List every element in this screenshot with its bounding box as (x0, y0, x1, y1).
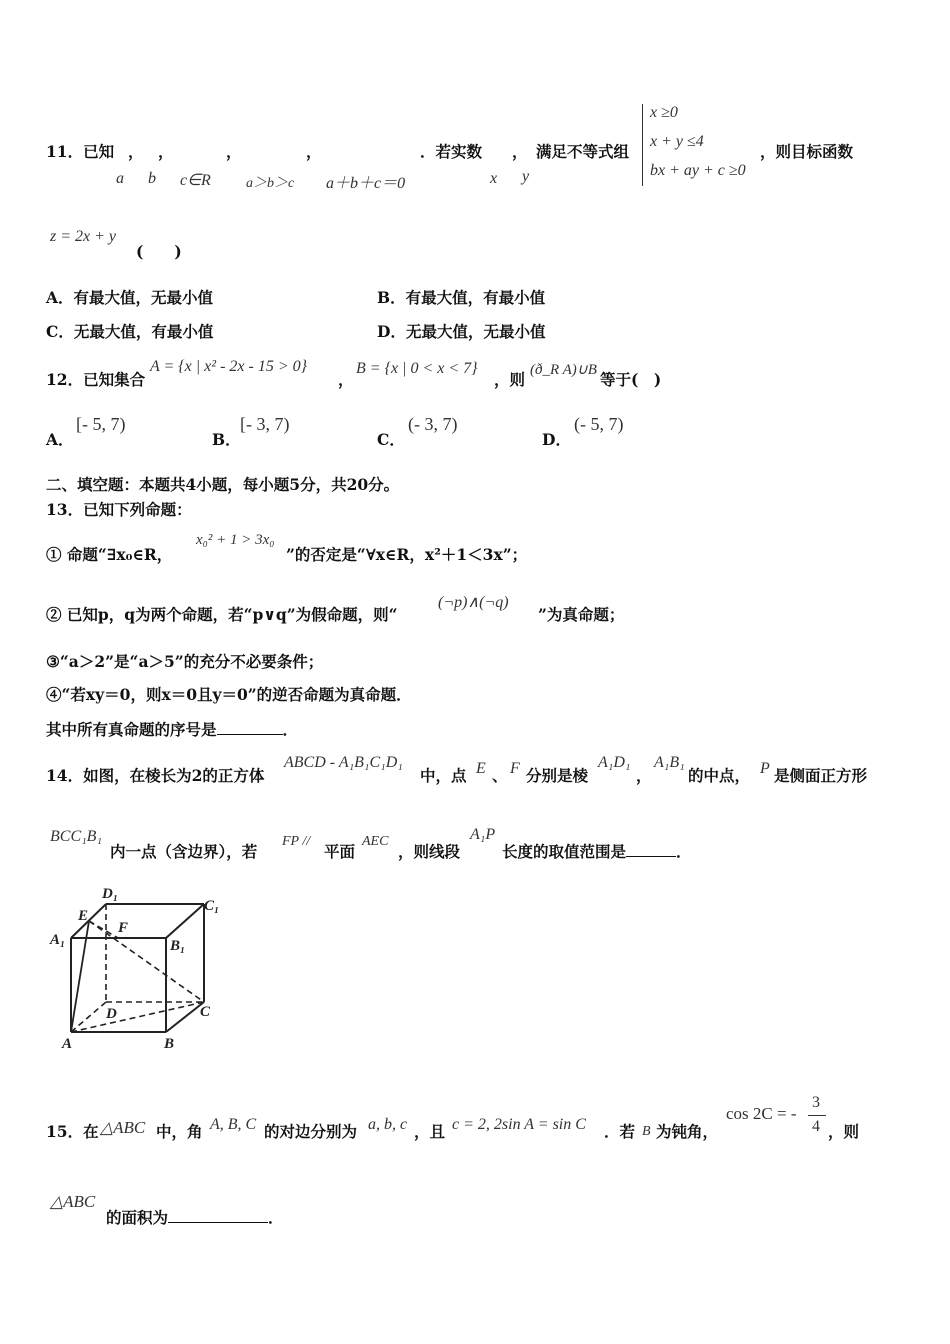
answer-blank[interactable] (217, 720, 283, 735)
segment-a1p: A₁P (470, 826, 496, 843)
fraction-numerator: 3 (812, 1094, 820, 1111)
q14-mid3: 的中点， (688, 766, 751, 785)
section-heading: 二、填空题：本题共4小题，每小题5分，共20分。 (46, 475, 400, 494)
q12-then: ，则 (494, 370, 526, 389)
q15-mid1: 中，角 (156, 1122, 203, 1141)
q14-mid2: 分别是棱 (526, 766, 589, 785)
q14-ask[interactable] (502, 840, 692, 862)
label-f: F (118, 920, 129, 936)
q13-ask-text: 其中所有真命题的序号是 (46, 720, 217, 739)
cos-lhs: cos 2C = - (726, 1104, 797, 1123)
segment-ef (89, 921, 118, 938)
label-b1: B₁ (170, 938, 186, 954)
point-e: E (476, 760, 486, 777)
cube-name: ABCD - A₁B₁C₁D₁ (284, 754, 403, 771)
proposition-2-head: ② 已知p，q为两个命题，若“p∨q”为假命题，则“ (46, 605, 398, 624)
fraction-denominator: 4 (812, 1118, 820, 1135)
q12-stem-head: 12．已知集合 (46, 370, 146, 389)
answer-blank[interactable] (626, 842, 676, 857)
q11-math-sum: a＋b＋c＝0 (326, 175, 406, 192)
point-f: F (510, 760, 520, 777)
answer-blank[interactable] (168, 1208, 268, 1223)
q14-tail: 是侧面正方形 (774, 766, 868, 785)
q15-mid2: 的对边分别为 (264, 1122, 358, 1141)
label-e: E (78, 908, 89, 924)
proposition-1-head: ① 命题“∃x₀∈R， (46, 545, 173, 564)
option-a-interval: [- 5, 7) (76, 414, 126, 434)
option-letter: C． (377, 430, 405, 449)
proposition-4: ④“若xy＝0，则x＝0且y＝0”的逆否命题为真命题． (46, 685, 412, 704)
option-d: D．无最大值，无最小值 (377, 322, 546, 341)
label-c: C (200, 1004, 211, 1020)
q11-math-c: c∈R (180, 172, 211, 189)
option-a: A．有最大值，无最小值 (46, 288, 214, 307)
q15-ask[interactable] (106, 1206, 284, 1228)
set-a: A = {x | x² - 2x - 15 > 0} (150, 358, 308, 375)
q15-mid4: ．若 (604, 1122, 636, 1141)
label-c1: C₁ (204, 898, 220, 914)
edge-bc (166, 1002, 204, 1032)
q11-stem-tail: ，则目标函数 (760, 142, 854, 161)
point-p: P (760, 760, 770, 777)
q14-l2a: 内一点（含边界），若 (110, 842, 258, 861)
q14-l2b: 平面 (324, 842, 356, 861)
label-a1: A₁ (50, 932, 66, 948)
label-b: B (164, 1036, 175, 1052)
plane-aec: AEC (362, 834, 389, 849)
option-b-interval: [- 3, 7) (240, 414, 290, 434)
option-b: B．有最大值，有最小值 (377, 288, 546, 307)
sides: a, b, c (368, 1116, 408, 1133)
q11-math-a: a (116, 170, 124, 187)
q11-math-x: x (490, 170, 498, 187)
q15-mid5: 为钝角， (656, 1122, 719, 1141)
q11-stem-head: 11．已知 (46, 142, 115, 161)
system-line: x ≥0 (650, 104, 678, 121)
option-letter: D． (542, 430, 571, 449)
q15-stem-head: 15．在 (46, 1122, 99, 1141)
objective-function: z = 2x + y (50, 228, 117, 245)
q13-stem: 13．已知下列命题： (46, 500, 192, 519)
angle-b: B (642, 1124, 651, 1139)
triangle-abc: △ABC (50, 1192, 96, 1211)
q11-sep: ， (306, 142, 322, 161)
q11-math-y: y (522, 168, 530, 185)
q11-stem-mid2: 满足不等式组 (536, 142, 630, 161)
set-b: B = {x | 0 < x < 7} (356, 360, 478, 377)
proposition-3: ③“a＞2”是“a＞5”的充分不必要条件； (46, 652, 324, 671)
q14-end: ． (676, 842, 692, 861)
q11-sep: ， (128, 142, 144, 161)
proposition-2-math: (¬p)∧(¬q) (438, 594, 509, 611)
set-expression: (ð_R A)∪B (530, 362, 597, 378)
q11-stem-mid: ．若实数 (420, 142, 483, 161)
q14-ask-text: 长度的取值范围是 (502, 842, 627, 861)
q12-tail: 等于( ) (600, 370, 662, 389)
option-c: C．无最大值，有最小值 (46, 322, 214, 341)
edge-a1d1: A₁D₁ (598, 754, 631, 771)
q11-sep: ， (226, 142, 242, 161)
q15-end: ． (268, 1208, 284, 1227)
fp-parallel: FP // (282, 834, 311, 849)
q15-then: ，则 (828, 1122, 860, 1141)
q14-l2c: ，则线段 (398, 842, 461, 861)
option-d-interval: (- 5, 7) (574, 414, 624, 434)
condition: c = 2, 2sin A = sin C (452, 1116, 586, 1133)
triangle-abc: △ABC (100, 1118, 146, 1137)
q13-end: ． (282, 720, 299, 739)
q14-stem-head: 14．如图，在棱长为2的正方体 (46, 766, 265, 785)
answer-paren: ( ) (136, 242, 182, 261)
angles: A, B, C (210, 1116, 257, 1133)
system-brace (642, 104, 643, 186)
fraction-bar (808, 1115, 826, 1116)
edge-a1b1: A₁B₁ (654, 754, 685, 771)
label-d: D (106, 1006, 117, 1022)
edge-b1c1 (166, 904, 204, 938)
proposition-2-tail: ”为真命题； (538, 605, 625, 624)
q12-sep: ， (338, 370, 354, 389)
q15-mid3: ，且 (414, 1122, 446, 1141)
system-line: bx + ay + c ≥0 (650, 162, 746, 179)
option-letter: B． (212, 430, 241, 449)
system-line: x + y ≤4 (650, 133, 704, 150)
option-letter: A． (46, 430, 74, 449)
q11-math-b: b (148, 170, 156, 187)
label-d1: D₁ (102, 886, 119, 902)
q13-ask[interactable] (46, 718, 298, 740)
cube-figure (40, 880, 240, 1060)
q11-math-order: a＞b＞c (246, 176, 295, 191)
proposition-1-math: x₀² + 1 > 3x₀ (196, 532, 275, 548)
q11-sep: ， (158, 142, 174, 161)
face-bcc1b1: BCC₁B₁ (50, 828, 103, 845)
q15-ask-text: 的面积为 (106, 1208, 169, 1227)
option-c-interval: (- 3, 7) (408, 414, 458, 434)
edge-ad-hidden (71, 1002, 106, 1032)
q14-dun: 、 (492, 766, 508, 785)
label-a: A (62, 1036, 73, 1052)
q11-sep: ， (512, 142, 528, 161)
q14-mid1: 中，点 (420, 766, 467, 785)
q14-comma: ， (636, 766, 652, 785)
proposition-1-tail: ”的否定是“∀x∈R，x²＋1＜3x”； (286, 545, 528, 564)
